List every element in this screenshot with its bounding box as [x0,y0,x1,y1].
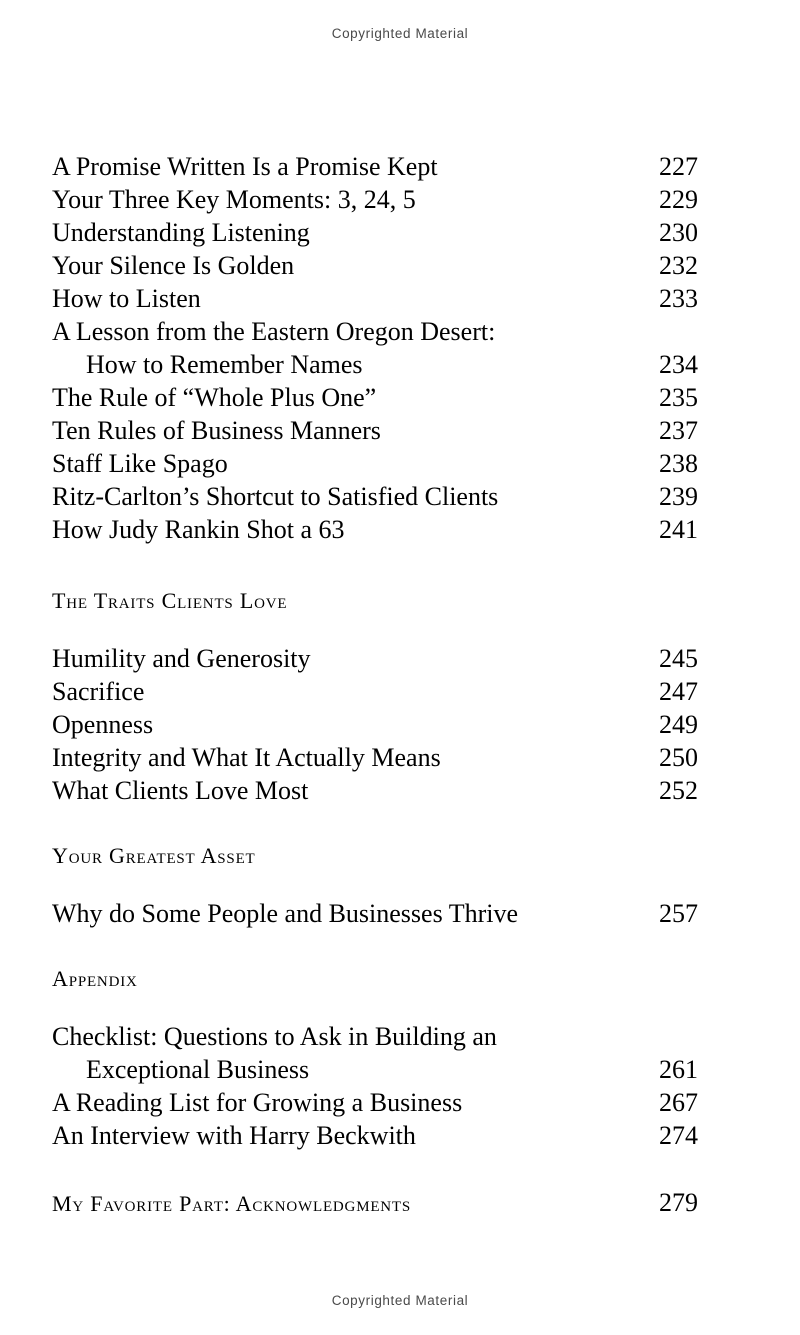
toc-entry-title: Why do Some People and Businesses Thrive [52,899,519,928]
toc-entry[interactable] [52,381,700,414]
toc-group-four [52,1020,700,1152]
toc-entry-title: Understanding Listening [52,218,310,247]
toc-entry-page: 279 [659,1188,698,1217]
toc-entry-page: 247 [659,677,698,706]
toc-entry-page: 241 [659,515,698,544]
toc-entry[interactable] [52,183,700,216]
toc-entry[interactable] [52,774,700,807]
toc-entry[interactable] [52,249,700,282]
toc-entry[interactable] [52,1086,700,1119]
toc-entry-title: Ten Rules of Business Manners [52,416,381,445]
toc-entry-title: What Clients Love Most [52,776,309,805]
toc-entry-page: 257 [659,899,698,928]
toc-entry-page: 229 [659,185,698,214]
toc-entry-page: 239 [659,482,698,511]
toc-entry-page: 250 [659,743,698,772]
toc-group-one [52,150,700,546]
toc-entry-title: Sacrifice [52,677,145,706]
toc-section-heading-greatest-asset: Your Greatest Asset [52,843,256,868]
toc-entry-page: 238 [659,449,698,478]
toc-entry[interactable] [52,1020,700,1053]
table-of-contents [52,150,700,1219]
toc-entry[interactable] [52,447,700,480]
toc-entry-title: The Rule of “Whole Plus One” [52,383,377,412]
toc-entry[interactable] [52,282,700,315]
toc-entry-page: 234 [659,350,698,379]
toc-entry[interactable] [52,1119,700,1152]
toc-entry[interactable] [52,150,700,183]
spacer [52,930,700,964]
toc-entry-title: Integrity and What It Actually Means [52,743,441,772]
toc-entry-page: 274 [659,1121,698,1150]
toc-entry[interactable] [52,675,700,708]
toc-entry-title: Ritz-Carlton’s Shortcut to Satisfied Clients [52,482,499,511]
toc-entry-page: 235 [659,383,698,412]
watermark-bottom: Copyrighted Material [331,1293,469,1308]
toc-entry-title: Checklist: Questions to Ask in Building an [52,1022,497,1051]
toc-entry-title: Your Three Key Moments: 3, 24, 5 [52,185,416,214]
toc-entry-page: 252 [659,776,698,805]
toc-entry-acknowledgments[interactable] [52,1186,700,1219]
toc-entry-page: 267 [659,1088,698,1117]
toc-entry-continuation[interactable] [52,1053,700,1086]
toc-entry-title: How to Listen [52,284,201,313]
toc-entry[interactable] [52,513,700,546]
toc-entry-page: 245 [659,644,698,673]
toc-section-heading-appendix: Appendix [52,966,138,991]
toc-entry-page: 232 [659,251,698,280]
toc-entry-title: Humility and Generosity [52,644,311,673]
spacer [52,807,700,841]
toc-entry-page: 230 [659,218,698,247]
toc-entry[interactable] [52,708,700,741]
toc-entry-page: 261 [659,1055,698,1084]
toc-section-heading-traits: The Traits Clients Love [52,588,288,613]
toc-entry[interactable] [52,741,700,774]
toc-entry-title: Exceptional Business [86,1055,310,1084]
toc-entry-title: How Judy Rankin Shot a 63 [52,515,345,544]
spacer [52,994,700,1020]
toc-entry-title: Staff Like Spago [52,449,228,478]
toc-entry[interactable] [52,897,700,930]
toc-entry-page: 227 [659,152,698,181]
toc-entry-continuation[interactable] [52,348,700,381]
spacer [52,546,700,586]
toc-entry[interactable] [52,480,700,513]
toc-group-two [52,642,700,807]
toc-entry-title: Openness [52,710,154,739]
toc-group-three [52,897,700,930]
toc-entry-title: A Promise Written Is a Promise Kept [52,152,438,181]
toc-entry-page: 233 [659,284,698,313]
toc-entry-page: 237 [659,416,698,445]
toc-entry[interactable] [52,642,700,675]
toc-section-heading-acknowledgments: My Favorite Part: Acknowledgments [52,1191,412,1216]
toc-entry[interactable] [52,315,700,348]
spacer [52,616,700,642]
spacer [52,871,700,897]
toc-entry-title: An Interview with Harry Beckwith [52,1121,416,1150]
toc-entry-title: How to Remember Names [86,350,363,379]
toc-entry[interactable] [52,414,700,447]
toc-entry-title: A Reading List for Growing a Business [52,1088,463,1117]
toc-entry-page: 249 [659,710,698,739]
toc-entry-title: A Lesson from the Eastern Oregon Desert: [52,317,496,346]
watermark-top: Copyrighted Material [331,26,469,41]
toc-entry-title: Your Silence Is Golden [52,251,295,280]
toc-entry[interactable] [52,216,700,249]
spacer [52,1152,700,1186]
